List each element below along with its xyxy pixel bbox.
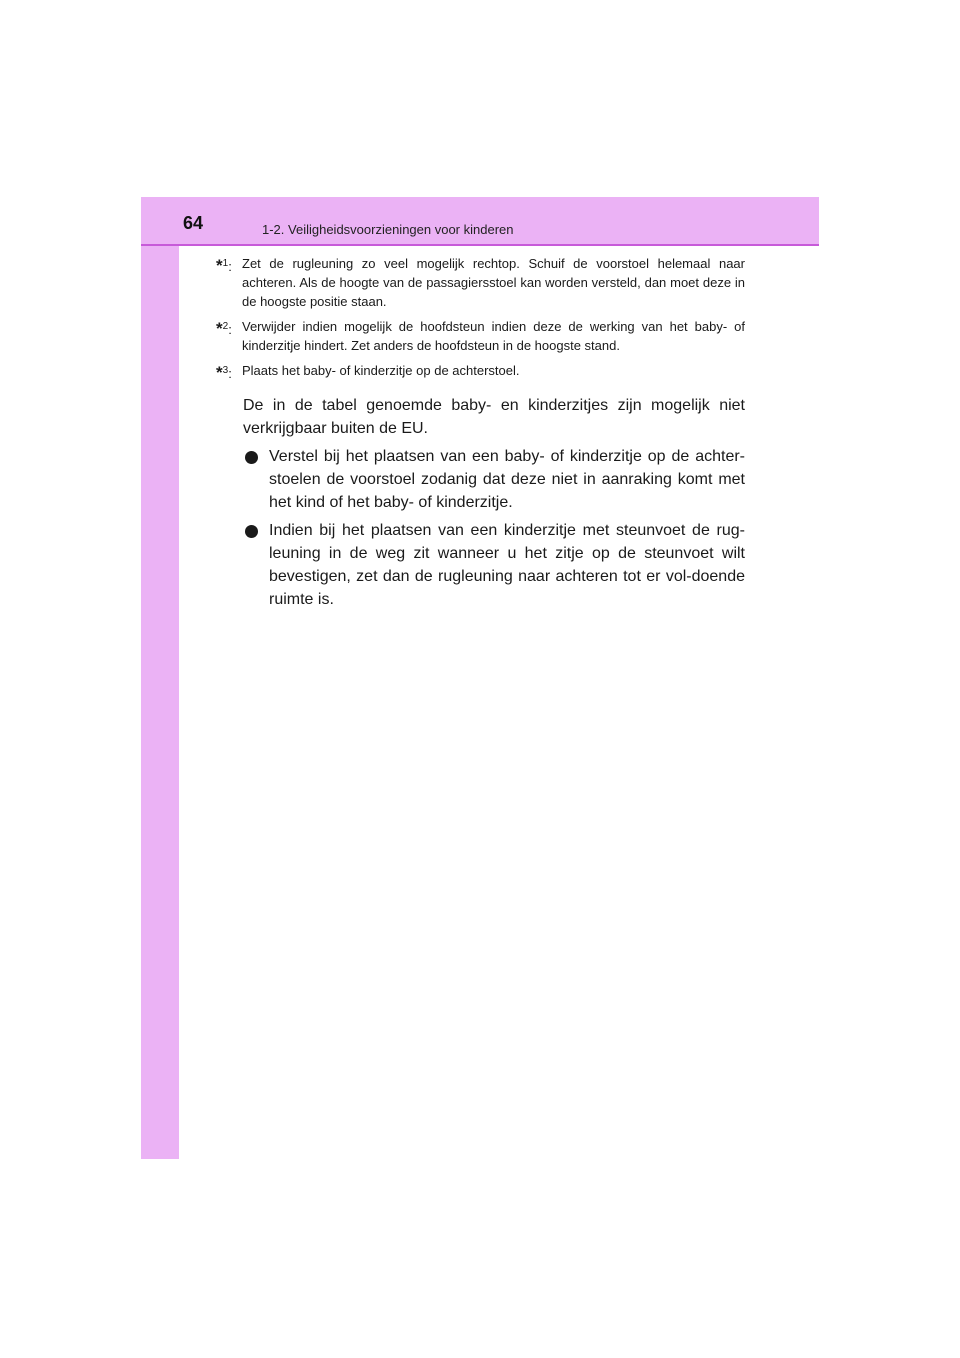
footnote-marker: *$^1$: — [216, 256, 232, 275]
footnote-1 — [216, 254, 745, 311]
header-rule — [141, 244, 819, 246]
footnote-text: Verwijder indien mogelijk de hoofdsteun indien deze de werking van het baby- of kinderzitje hindert. Zet anders de hoofdsteun in de hoogste stand. — [242, 319, 745, 353]
bullet-dot-icon — [245, 451, 258, 464]
side-tab — [141, 197, 179, 1159]
bullet-dot-icon — [245, 525, 258, 538]
bullet-text: Indien bij het plaatsen van een kinderzitje met steunvoet de rug-leuning in de weg zit wanneer u het zitje op de steunvoet wilt bevestigen, zet dan de rugleuning naar achteren tot er vol-doende ruimte is. — [269, 522, 745, 608]
footnote-3 — [216, 361, 745, 380]
bullet-item — [243, 519, 745, 611]
bullet-text: Verstel bij het plaatsen van een baby- of kinderzitje op de achter-stoelen de voorstoel zodanig dat deze niet in aanraking komt met het kind of het baby- of kinderzitje. — [269, 448, 745, 511]
footnote-marker: *$^2$: — [216, 319, 232, 338]
page-content — [216, 254, 745, 611]
footnote-text: Plaats het baby- of kinderzitje op de achterstoel. — [242, 363, 520, 378]
availability-note: De in de tabel genoemde baby- en kinderzitjes zijn mogelijk niet verkrijgbaar buiten de EU. — [243, 397, 745, 437]
footnote-text: Zet de rugleuning zo veel mogelijk rechtop. Schuif de voorstoel helemaal naar achteren. Als de hoogte van de passagiersstoel kan worden versteld, dan moet deze in de hoogste positie staan. — [242, 256, 745, 309]
section-title: 1-2. Veiligheidsvoorzieningen voor kinderen — [262, 222, 514, 237]
page-number: 64 — [183, 213, 204, 233]
footnote-marker: *$^3$: — [216, 363, 232, 382]
footnote-2 — [216, 317, 745, 355]
bullet-item — [243, 445, 745, 514]
